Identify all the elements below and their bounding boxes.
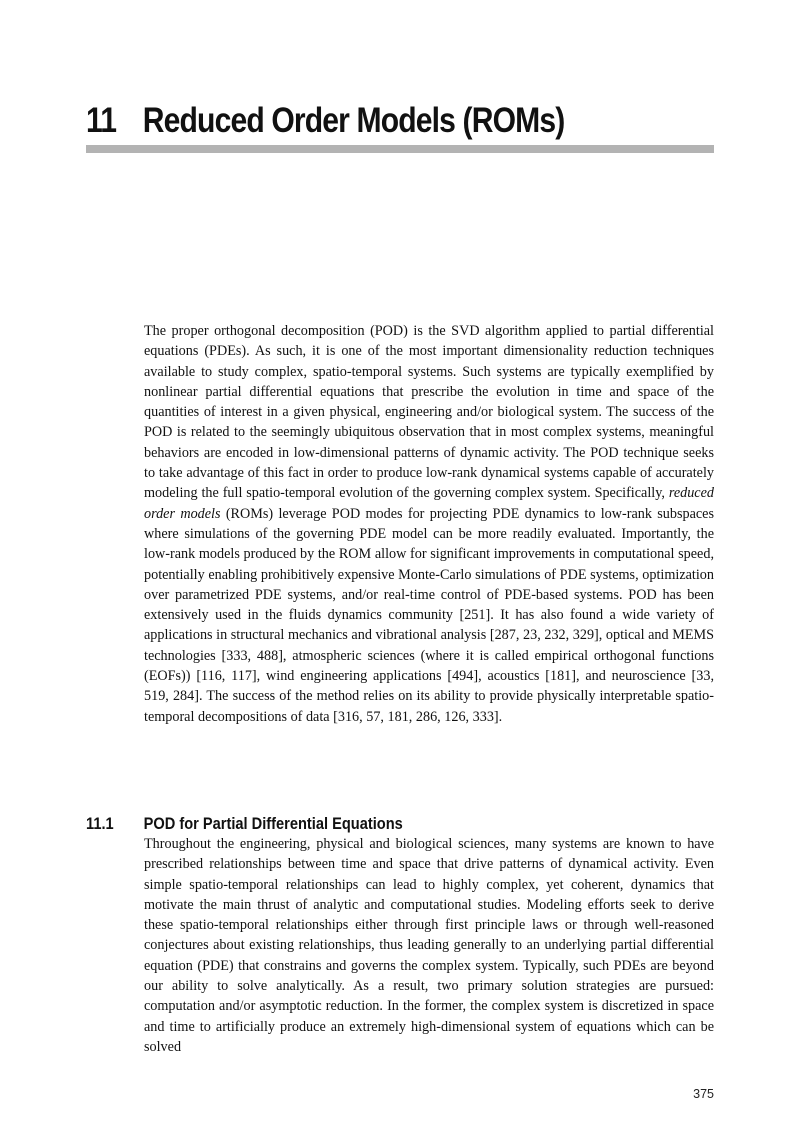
section-number: 11.1 xyxy=(86,814,114,833)
intro-text-end: (ROMs) leverage POD modes for projecting PDE dynamics to low-rank subspaces where simulations of the governing PDE model can be more readily evaluated. Importantly, the low-rank models produced by the ROM allow for significant improvements in computational speed, potentially enabling prohibitively expensive Monte-Carlo simulations of PDE systems, optimization over parametrized PDE systems, and/or real-time control of PDE-based systems. POD has been extensively used in the fluids dynamics community [251]. It has also found a wide variety of applications in structural mechanics and vibrational analysis [287, 23, 232, 329], optical and MEMS technologies [333, 488], atmospheric sciences (where it is called empirical orthogonal functions (EOFs)) [116, 117], wind engineering applications [494], acoustics [181], and neuroscience [33, 519, 284]. The success of the method relies on its ability to provide physically interpretable spatio-temporal decompositions of data [316, 57, 181, 286, 126, 333]. xyxy=(144,505,714,725)
chapter-heading xyxy=(86,98,636,144)
section-heading xyxy=(86,813,636,835)
section-title: POD for Partial Differential Equations xyxy=(143,814,403,833)
intro-text-start: The proper orthogonal decomposition (POD) is the SVD algorithm applied to partial differential equations (PDEs). As such, it is one of the most important dimensionality reduction techniques available to study complex, spatio-temporal systems. Such systems are typically exemplified by nonlinear partial differential equations that prescribe the evolution in time and space of the quantities of interest in a given physical, engineering and/or biological system. The success of the POD is related to the seemingly ubiquitous observation that in most complex systems, meaningful behaviors are encoded in low-dimensional patterns of dynamic activity. The POD technique seeks to take advantage of this fact in order to produce low-rank dynamical systems capable of accurately modeling the full spatio-temporal evolution of the governing complex system. Specifically, xyxy=(144,323,714,502)
chapter-rule xyxy=(86,145,714,153)
section-paragraph: Throughout the engineering, physical and biological sciences, many systems are known to have prescribed relationships between time and space that drive patterns of dynamical activity. Even simple spatio-temporal relationships can lead to highly complex, yet coherent, dynamics that motivate the main thrust of analytic and computational studies. Modeling efforts seek to derive these spatio-temporal relationships either through first principle laws or through well-reasoned conjectures about existing relationships, thus leading generally to an underlying partial differential equation (PDE) that constrains and governs the complex system. Typically, such PDEs are beyond our ability to solve analytically. As a result, two primary solution strategies are pursued: computation and/or asymptotic reduction. In the former, the complex system is discretized in space and time to artificially produce an extremely high-dimensional system of equations which can be solved xyxy=(144,836,714,1055)
intro-emphasis: reduced order models xyxy=(144,485,714,522)
intro-paragraph xyxy=(144,321,714,727)
chapter-number: 11 xyxy=(86,101,117,140)
page-number: 375 xyxy=(693,1087,714,1101)
chapter-title: Reduced Order Models (ROMs) xyxy=(142,101,565,140)
